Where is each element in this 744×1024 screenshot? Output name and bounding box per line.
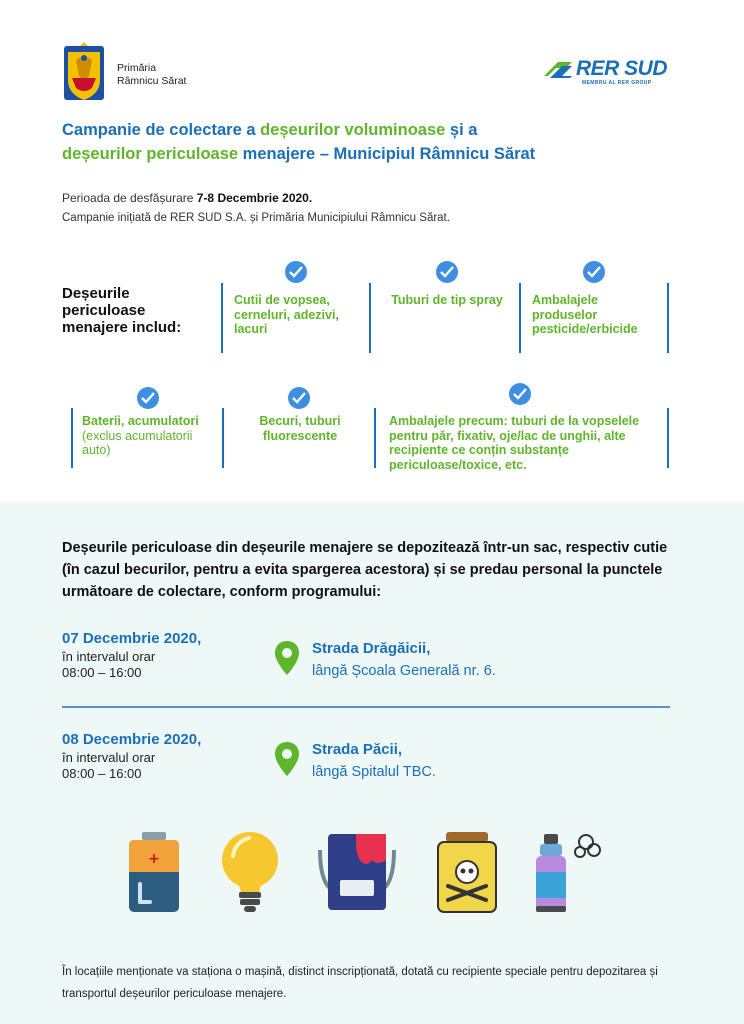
waste-heading-line2: periculoase xyxy=(62,302,146,319)
check-icon xyxy=(583,261,605,283)
item-divider xyxy=(667,283,669,353)
batteries-note: (exclus acumulatorii auto) xyxy=(82,428,193,457)
schedule-interval-2: în intervalul orar xyxy=(62,750,156,765)
schedule-date-2: 08 Decembrie 2020, xyxy=(62,731,202,748)
title-part5: menajere – Municipiul Râmnicu Sărat xyxy=(238,145,536,163)
waste-list-heading xyxy=(62,285,181,336)
city-hall-line1: Primăria xyxy=(117,62,157,74)
check-icon xyxy=(509,383,531,405)
waste-heading-line1: Deșeurile xyxy=(62,285,130,302)
item-divider xyxy=(221,283,223,353)
schedule-date-1: 07 Decembrie 2020, xyxy=(62,630,202,647)
check-icon xyxy=(137,387,159,409)
schedule-hours-1: 08:00 – 16:00 xyxy=(62,665,142,680)
campaign-period xyxy=(62,191,312,205)
check-icon xyxy=(285,261,307,283)
waste-item-batteries xyxy=(82,414,220,458)
item-divider xyxy=(519,283,521,353)
waste-item-paint: Cutii de vopsea, cerneluri, adezivi, lacuri xyxy=(234,293,339,336)
poison-jar-icon xyxy=(436,830,498,914)
title-part1: Campanie de colectare a xyxy=(62,121,261,139)
item-divider xyxy=(374,408,376,468)
title-part3: și a xyxy=(445,121,478,139)
footer-note: În locațiile menționate va staționa o mașină, distinct inscripționată, dotată cu recipiente speciale pentru depozitarea și transportul deșeurilor periculoase menajere. xyxy=(62,966,658,1000)
check-icon xyxy=(288,387,310,409)
batteries-label: Baterii, acumulatori xyxy=(82,414,199,428)
schedule-hours-2: 08:00 – 16:00 xyxy=(62,766,142,781)
item-divider xyxy=(369,283,371,353)
campaign-initiated-by: Campanie inițiată de RER SUD S.A. și Primăria Municipiului Râmnicu Sărat. xyxy=(62,212,450,224)
schedule-interval-1: în intervalul orar xyxy=(62,649,156,664)
title-part2: deșeurilor voluminoase xyxy=(260,121,446,139)
spray-can-icon xyxy=(532,828,604,914)
period-value: 7-8 Decembrie 2020. xyxy=(196,191,313,205)
waste-item-packaging: Ambalajele precum: tuburi de la vopselele pentru păr, fixativ, oje/lac de unghii, alte recipiente ce conțin substanțe periculoase/toxice, etc. xyxy=(389,414,640,472)
check-icon xyxy=(436,261,458,283)
schedule-near-1: lângă Școala Generală nr. 6. xyxy=(312,663,496,679)
item-divider xyxy=(667,408,669,468)
city-hall-name xyxy=(117,62,186,88)
waste-heading-line3: menajere includ: xyxy=(62,319,182,336)
rer-sud-tagline: MEMBRU AL RER GROUP xyxy=(582,80,652,86)
city-hall-line2: Râmnicu Sărat xyxy=(117,75,187,87)
item-divider xyxy=(71,408,73,468)
paint-bucket-icon xyxy=(316,830,398,914)
svg-text:+: + xyxy=(148,851,160,867)
schedule-separator xyxy=(62,706,670,708)
rer-sud-logo-text: RER SUD xyxy=(576,57,668,80)
location-pin-icon xyxy=(274,640,300,676)
battery-icon xyxy=(126,830,182,914)
light-bulb-icon xyxy=(219,830,281,914)
schedule-street-2: Strada Păcii, xyxy=(312,741,403,758)
waste-item-spray: Tuburi de tip spray xyxy=(391,293,503,307)
period-label: Perioada de desfășurare xyxy=(62,191,197,205)
campaign-title xyxy=(62,118,662,166)
waste-item-bulbs: Becuri, tuburi fluorescente xyxy=(259,414,341,443)
deposit-instructions: Deșeurile periculoase din deșeurile menajere se depozitează într-un sac, respectiv cutie (în cazul becurilor, pentru a evita spargerea acestora) și se predau personal la punctele următoare de colectare, conform programului: xyxy=(62,540,668,600)
waste-item-pesticides: Ambalajele produselor pesticide/erbicide xyxy=(532,293,638,336)
item-divider xyxy=(222,408,224,468)
schedule-near-2: lângă Spitalul TBC. xyxy=(312,764,436,780)
schedule-street-1: Strada Drăgăicii, xyxy=(312,640,431,657)
title-part4: deșeurilor periculoase xyxy=(62,145,239,163)
romania-coat-of-arms-icon xyxy=(62,42,106,104)
location-pin-icon xyxy=(274,741,300,777)
